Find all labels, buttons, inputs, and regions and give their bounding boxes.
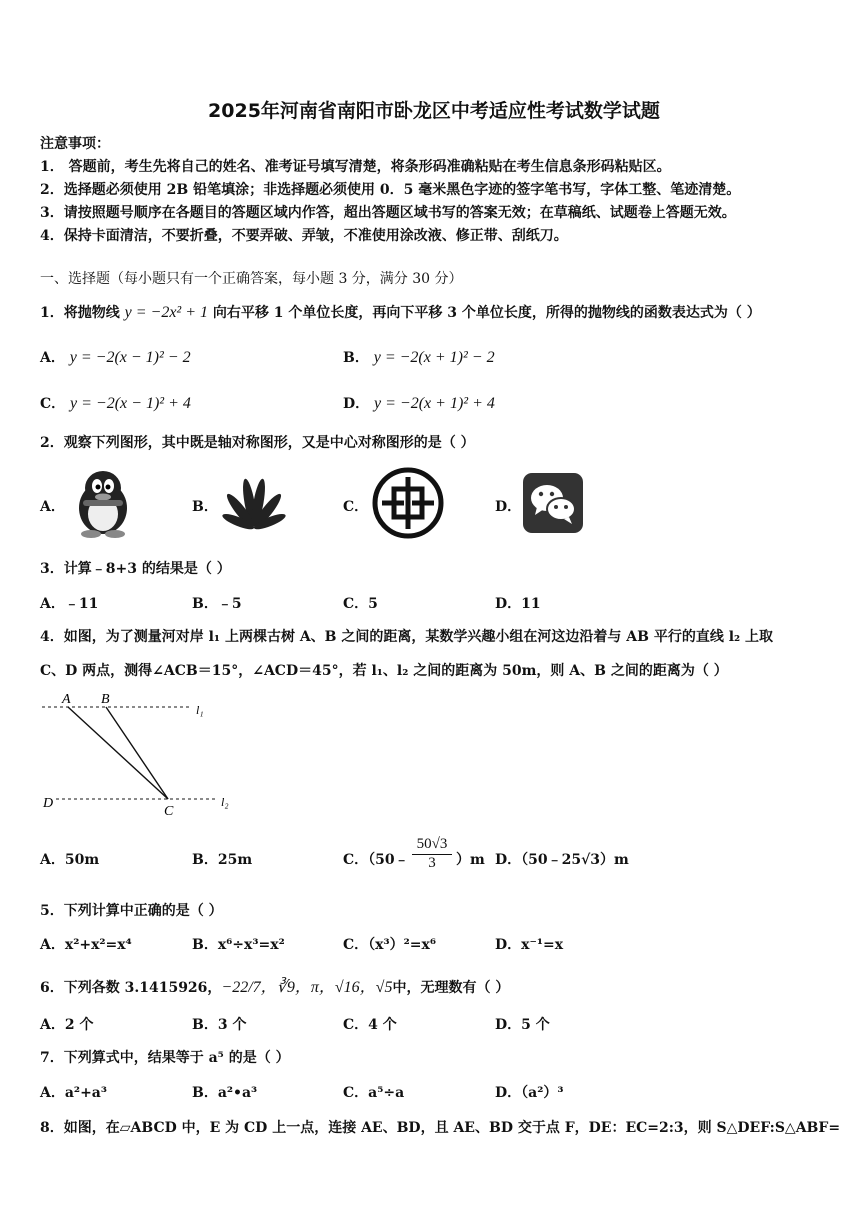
question-8: 8．如图，在▱ABCD 中，E 为 CD 上一点，连接 AE、BD，且 AE、BD 交于点 F，DE：EC=2:3，则 S△DEF:S△ABF= [40, 1120, 841, 1136]
point-b-label: B [101, 692, 110, 707]
section-heading: 一、选择题（每小题只有一个正确答案，每小题 3 分，满分 30 分） [40, 271, 463, 287]
point-c-label: C [164, 804, 174, 819]
q6-option-b[interactable]: B．3 个 [192, 1017, 247, 1033]
q2-option-a[interactable]: A． [40, 499, 65, 515]
q4-option-d[interactable]: D．（50﹣25√3）m [495, 852, 629, 868]
q1-option-b[interactable] [343, 347, 495, 367]
fraction-denominator: 3 [412, 854, 452, 872]
q4-figure [38, 688, 248, 823]
question-3: 3．计算﹣8+3 的结果是（ ） [40, 561, 231, 577]
question-4-line2: C、D 两点，测得∠ACB＝15°，∠ACD＝45°，若 l₁、l₂ 之间的距离为 50m，则 A、B 之间的距离为（ ） [40, 663, 728, 679]
line-l2-label: l₂ [221, 795, 229, 809]
note-item: 1． 答题前，考生先将自己的姓名、准考证号填写清楚，将条形码准确粘贴在考生信息条形码粘贴区。 [40, 159, 671, 175]
q4-c-prefix: C．（50﹣ [343, 852, 409, 868]
q1-formula-c: y = −2(x − 1)² + 4 [70, 395, 191, 412]
q2-option-b[interactable]: B． [192, 499, 218, 515]
point-d-label: D [43, 796, 54, 811]
question-2: 2．观察下列图形，其中既是轴对称图形，又是中心对称图形的是（ ） [40, 435, 475, 451]
q2-option-c[interactable]: C． [343, 499, 369, 515]
note-item: 4．保持卡面清洁，不要折叠，不要弄破、弄皱，不准使用涂改液、修正带、刮纸刀。 [40, 228, 568, 244]
q3-option-d[interactable]: D．11 [495, 596, 541, 612]
q1-option-c[interactable] [40, 393, 191, 413]
q4-option-c[interactable] [343, 849, 409, 869]
question-5: 5．下列计算中正确的是（ ） [40, 903, 223, 919]
question-4-line1: 4．如图，为了测量河对岸 l₁ 上两棵古树 A、B 之间的距离，某数学兴趣小组在河这边沿着与 AB 平行的直线 l₂ 上取 [40, 629, 774, 645]
q5-option-d[interactable]: D．x⁻¹=x [495, 937, 564, 953]
q3-option-a[interactable]: A．﹣11 [40, 596, 99, 612]
question-6 [40, 974, 509, 997]
q5-option-a[interactable]: A．x²+x²=x⁴ [40, 937, 132, 953]
q1-label-b: B． [343, 350, 369, 366]
q1-formula-a: y = −2(x − 1)² − 2 [69, 349, 191, 366]
question-1 [40, 302, 761, 322]
q1-formula: y = −2x² + 1 [124, 304, 209, 321]
q4-option-a[interactable]: A．50m [40, 852, 100, 868]
q1-post: 向右平移 1 个单位长度，再向下平移 3 个单位长度，所得的抛物线的函数表达式为（ ） [212, 305, 761, 321]
note-item: 3．请按照题号顺序在各题目的答题区域内作答，超出答题区域书写的答案无效；在草稿纸、试题卷上答题无效。 [40, 205, 736, 221]
chat-bubbles-logo-icon [523, 473, 583, 533]
q1-option-d[interactable] [343, 393, 495, 413]
line-l1-label: l₁ [196, 703, 204, 717]
q5-option-b[interactable]: B．x⁶÷x³=x² [192, 937, 285, 953]
q1-label-a: A． [40, 350, 65, 366]
q1-label-c: C． [40, 396, 66, 412]
coin-logo-icon [372, 467, 444, 539]
q7-option-c[interactable]: C．a⁵÷a [343, 1085, 405, 1101]
q1-formula-d: y = −2(x + 1)² + 4 [374, 395, 495, 412]
flower-petal-logo-icon [218, 470, 290, 542]
q1-pre: 1．将抛物线 [40, 305, 120, 321]
point-a-label: A [62, 692, 71, 707]
q5-option-c[interactable]: C．（x³）²=x⁶ [343, 937, 436, 953]
note-item: 2．选择题必须使用 2B 铅笔填涂；非选择题必须使用 0．5 毫米黑色字迹的签字笔书写，字体工整、笔迹清楚。 [40, 182, 741, 198]
q3-option-b[interactable]: B．﹣5 [192, 596, 242, 612]
q2-option-d[interactable]: D． [495, 499, 522, 515]
q6-option-d[interactable]: D．5 个 [495, 1017, 550, 1033]
q7-option-a[interactable]: A．a²+a³ [40, 1085, 107, 1101]
q6-post: 中，无理数有（ ） [392, 980, 510, 996]
q6-numbers: −22/7，∛9，π，√16，√5 [221, 979, 393, 996]
page-title: 2025年河南省南阳市卧龙区中考适应性考试数学试题 [208, 100, 660, 122]
q4-option-b[interactable]: B．25m [192, 852, 253, 868]
question-7: 7．下列算式中，结果等于 a⁵ 的是（ ） [40, 1050, 290, 1066]
q3-option-c[interactable]: C．5 [343, 596, 378, 612]
q1-option-a[interactable] [40, 347, 191, 367]
q1-label-d: D． [343, 396, 370, 412]
penguin-logo-icon [67, 466, 139, 538]
q7-option-d[interactable]: D．（a²）³ [495, 1085, 564, 1101]
q7-option-b[interactable]: B．a²•a³ [192, 1085, 258, 1101]
q6-pre: 6．下列各数 3.1415926， [40, 980, 222, 996]
q4-c-suffix: ）m [456, 852, 485, 868]
segment-ac [68, 707, 168, 799]
q6-option-c[interactable]: C．4 个 [343, 1017, 397, 1033]
q1-formula-b: y = −2(x + 1)² − 2 [373, 349, 495, 366]
q4-c-fraction [412, 836, 452, 872]
q6-option-a[interactable]: A．2 个 [40, 1017, 94, 1033]
notes-heading: 注意事项： [40, 136, 110, 152]
fraction-numerator: 50√3 [416, 836, 448, 852]
segment-bc [106, 707, 168, 799]
